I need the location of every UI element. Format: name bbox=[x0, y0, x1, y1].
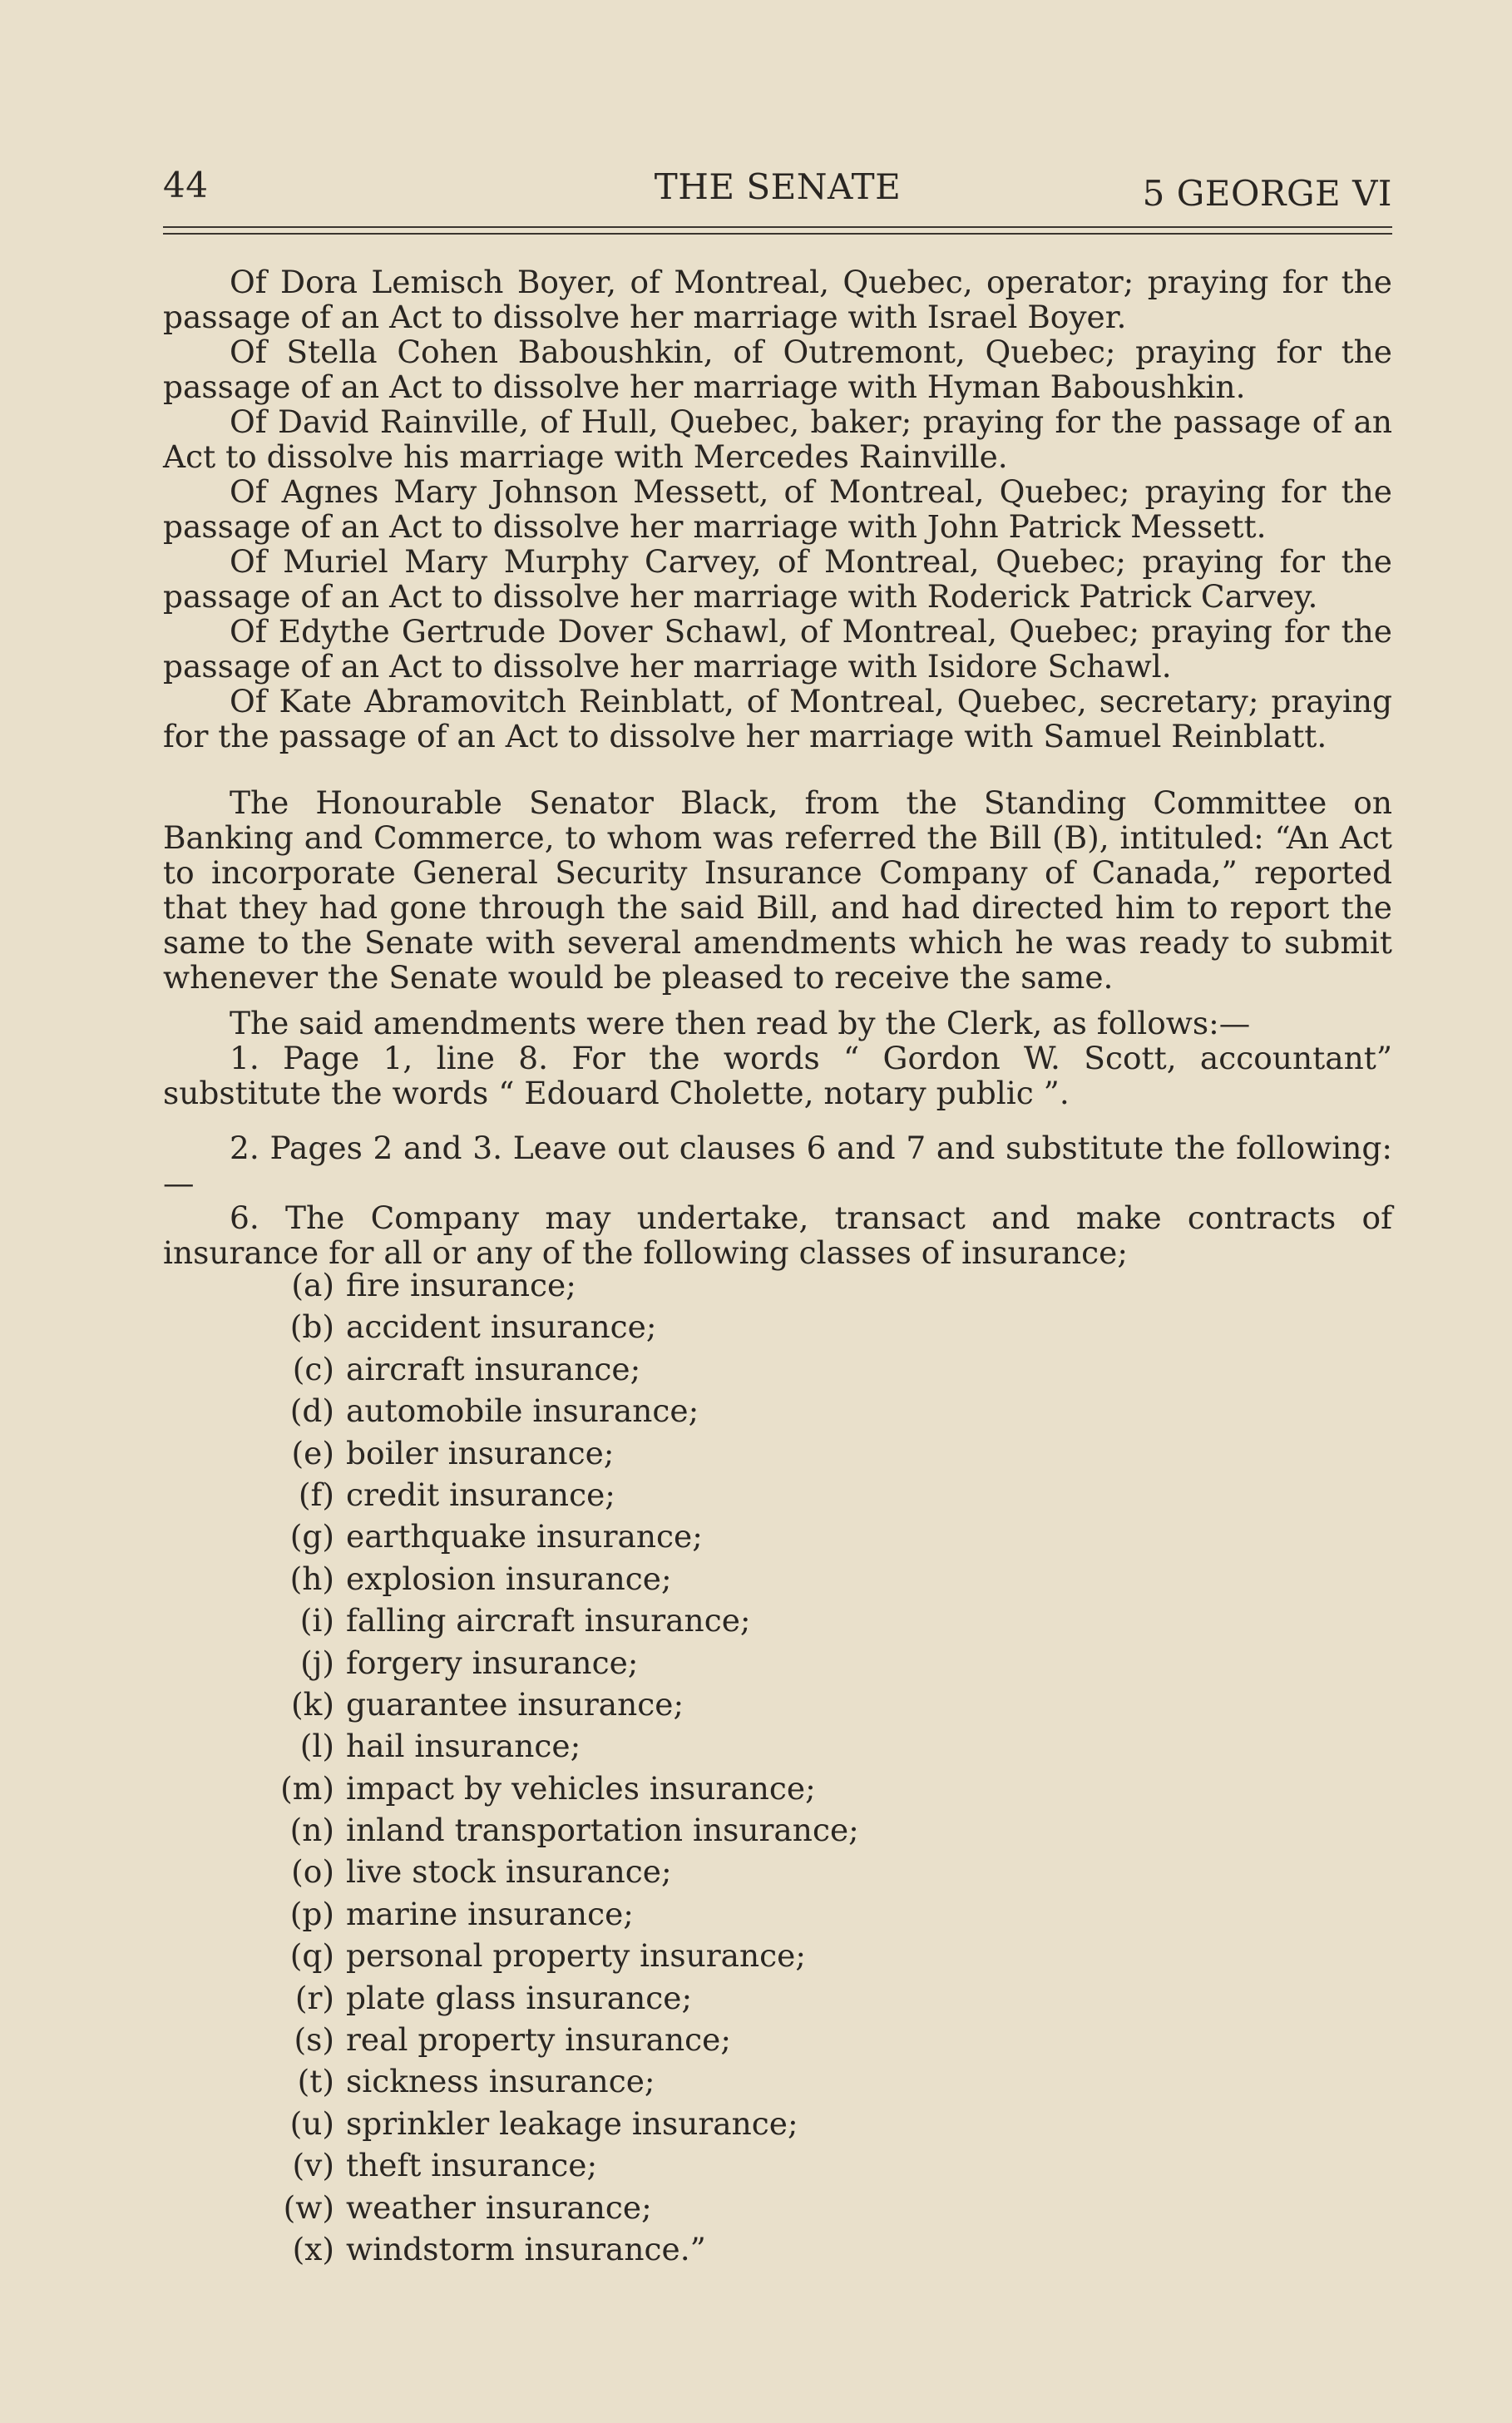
list-item bbox=[276, 1977, 859, 2019]
list-item bbox=[276, 2103, 859, 2144]
insurance-class-list bbox=[276, 1264, 859, 2270]
committee-report-paragraph: The Honourable Senator Black, from the Standing Committee on Banking and Commerce, to whom was referred the Bill (B), intituled: “An Act to incorporate General Security Insurance Company of Canada,” reported that they had gone through the said Bill, and had directed him to report the same to the Senate with several amendments which he was ready to submit whenever the Senate would be pleased to receive the same. bbox=[163, 784, 1392, 996]
list-item-text: real property insurance; bbox=[346, 2021, 732, 2059]
list-item-text: falling aircraft insurance; bbox=[346, 1602, 751, 1639]
list-item-text: weather insurance; bbox=[346, 2188, 652, 2226]
list-item bbox=[276, 1642, 859, 1684]
list-item bbox=[276, 2144, 859, 2186]
list-item-label: (o) bbox=[291, 1853, 334, 1891]
list-item bbox=[276, 1768, 859, 1809]
list-item-text: automobile insurance; bbox=[346, 1392, 699, 1430]
list-item-text: credit insurance; bbox=[346, 1476, 615, 1513]
list-item-label: (g) bbox=[289, 1518, 334, 1555]
clause-6: 6. The Company may undertake, transact and make contracts of insurance for all or any of the following classes of insurance; bbox=[163, 1199, 1392, 1271]
list-item-text: inland transportation insurance; bbox=[346, 1812, 859, 1849]
list-item-text: theft insurance; bbox=[346, 2147, 598, 2184]
list-item bbox=[276, 2019, 859, 2060]
list-item-label: (s) bbox=[294, 2021, 334, 2059]
header-rule-top bbox=[163, 226, 1392, 228]
list-item bbox=[276, 1432, 859, 1474]
list-item-text: impact by vehicles insurance; bbox=[346, 1769, 816, 1807]
page-title: THE SENATE bbox=[654, 166, 902, 207]
list-item bbox=[276, 1516, 859, 1557]
list-item-text: boiler insurance; bbox=[346, 1434, 615, 1471]
list-item-label: (i) bbox=[299, 1602, 334, 1639]
list-item-label: (j) bbox=[300, 1644, 334, 1681]
list-item-text: fire insurance; bbox=[346, 1267, 576, 1303]
list-item bbox=[276, 2060, 859, 2102]
list-item-text: aircraft insurance; bbox=[346, 1350, 641, 1387]
list-item bbox=[276, 2187, 859, 2228]
list-item bbox=[276, 1851, 859, 1892]
list-item-label: (w) bbox=[283, 2188, 334, 2226]
list-item-label: (b) bbox=[289, 1308, 334, 1346]
list-item-label: (q) bbox=[289, 1937, 334, 1975]
list-item-text: accident insurance; bbox=[346, 1308, 657, 1346]
list-item-label: (x) bbox=[292, 2230, 334, 2267]
list-item-text: forgery insurance; bbox=[346, 1644, 639, 1681]
petition-paragraph: Of David Rainville, of Hull, Quebec, baker; praying for the passage of an Act to dissolve his marriage with Mercedes Rainville. bbox=[163, 403, 1392, 475]
list-item-label: (k) bbox=[291, 1685, 334, 1723]
session-label: 5 GEORGE VI bbox=[1142, 173, 1392, 214]
list-item-label: (e) bbox=[291, 1434, 334, 1471]
list-item-text: plate glass insurance; bbox=[346, 1979, 693, 2016]
list-item-text: sprinkler leakage insurance; bbox=[346, 2104, 798, 2142]
list-item-text: windstorm insurance.” bbox=[346, 2230, 706, 2267]
list-item bbox=[276, 1558, 859, 1600]
list-item-text: live stock insurance; bbox=[346, 1853, 672, 1891]
list-item-label: (l) bbox=[299, 1728, 334, 1765]
list-item bbox=[276, 1390, 859, 1432]
list-item bbox=[276, 1306, 859, 1347]
list-item-label: (n) bbox=[289, 1812, 334, 1849]
list-item-text: marine insurance; bbox=[346, 1895, 634, 1932]
page-header bbox=[163, 158, 1392, 214]
list-item bbox=[276, 2228, 859, 2270]
list-item bbox=[276, 1684, 859, 1725]
list-item-label: (f) bbox=[298, 1476, 334, 1513]
list-item-text: personal property insurance; bbox=[346, 1937, 806, 1975]
list-item bbox=[276, 1348, 859, 1390]
list-item-text: earthquake insurance; bbox=[346, 1518, 703, 1555]
list-item bbox=[276, 1809, 859, 1851]
document-body bbox=[163, 265, 1392, 1270]
list-item-label: (a) bbox=[291, 1267, 334, 1303]
list-item bbox=[276, 1725, 859, 1767]
list-item bbox=[276, 1935, 859, 1976]
list-item-label: (p) bbox=[289, 1895, 334, 1932]
list-item-label: (d) bbox=[289, 1392, 334, 1430]
petition-paragraph: Of Kate Abramovitch Reinblatt, of Montreal, Quebec, secretary; praying for the passage of an Act to dissolve her marriage with Samuel Reinblatt. bbox=[163, 683, 1392, 754]
list-item bbox=[276, 1893, 859, 1935]
petition-paragraph: Of Edythe Gertrude Dover Schawl, of Montreal, Quebec; praying for the passage of an Act to dissolve her marriage with Isidore Schawl. bbox=[163, 613, 1392, 685]
amendments-intro: The said amendments were then read by the Clerk, as follows:— bbox=[230, 1005, 1251, 1041]
list-item-label: (m) bbox=[280, 1769, 334, 1807]
list-item-text: hail insurance; bbox=[346, 1728, 581, 1765]
list-item-text: guarantee insurance; bbox=[346, 1685, 684, 1723]
list-item bbox=[276, 1600, 859, 1641]
list-item-label: (c) bbox=[292, 1350, 334, 1387]
list-item-label: (t) bbox=[297, 2063, 334, 2100]
list-item-label: (v) bbox=[292, 2147, 334, 2184]
list-item-label: (h) bbox=[289, 1560, 334, 1597]
list-item-label: (u) bbox=[289, 2104, 334, 2142]
list-item-text: sickness insurance; bbox=[346, 2063, 655, 2100]
petition-paragraph: Of Agnes Mary Johnson Messett, of Montreal, Quebec; praying for the passage of an Act to dissolve her marriage with John Patrick Messett. bbox=[163, 473, 1392, 545]
page-number: 44 bbox=[163, 165, 209, 205]
list-item-text: explosion insurance; bbox=[346, 1560, 672, 1597]
petition-paragraph: Of Stella Cohen Baboushkin, of Outremont, Quebec; praying for the passage of an Act to dissolve her marriage with Hyman Baboushkin. bbox=[163, 334, 1392, 405]
petition-paragraph: Of Dora Lemisch Boyer, of Montreal, Quebec, operator; praying for the passage of an Act to dissolve her marriage with Israel Boyer. bbox=[163, 264, 1392, 335]
list-item-label: (r) bbox=[294, 1979, 334, 2016]
list-item bbox=[276, 1474, 859, 1516]
list-item bbox=[276, 1264, 859, 1306]
amendment-2: 2. Pages 2 and 3. Leave out clauses 6 and 7 and substitute the following:— bbox=[163, 1130, 1392, 1201]
petition-paragraph: Of Muriel Mary Murphy Carvey, of Montreal, Quebec; praying for the passage of an Act to dissolve her marriage with Roderick Patrick Carvey. bbox=[163, 543, 1392, 615]
header-rule-bottom bbox=[163, 233, 1392, 235]
amendment-1: 1. Page 1, line 8. For the words “ Gordon W. Scott, accountant” substitute the words “ Edouard Cholette, notary public ”. bbox=[163, 1040, 1392, 1111]
